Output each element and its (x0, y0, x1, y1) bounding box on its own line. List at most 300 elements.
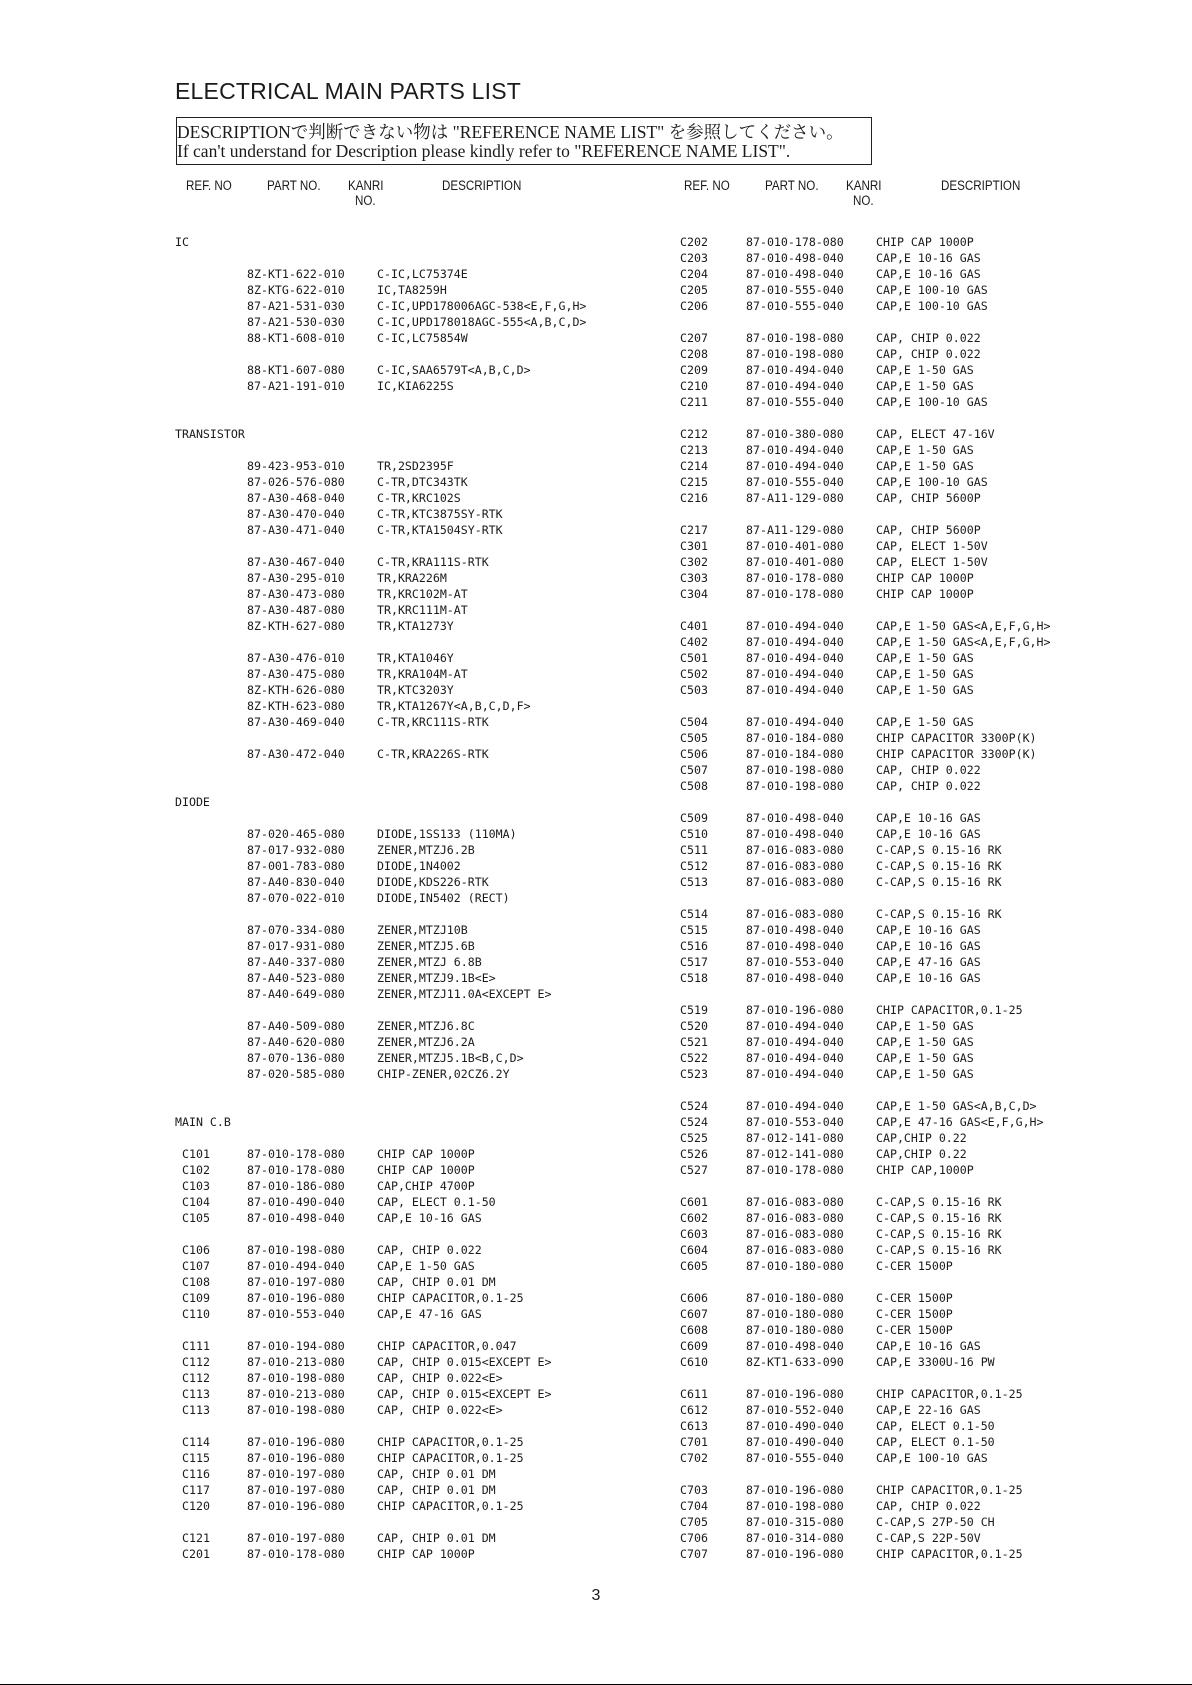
ref-no: C205 (680, 283, 708, 297)
description: CAP, ELECT 47-16V (876, 427, 995, 441)
part-no: 87-010-196-080 (746, 1483, 844, 1497)
part-row (680, 1514, 1192, 1530)
part-row (680, 1098, 1192, 1114)
description: CAP,E 47-16 GAS (377, 1307, 482, 1321)
ref-no: C112 (182, 1355, 210, 1369)
part-no: 87-010-498-040 (746, 267, 844, 281)
ref-no: C603 (680, 1227, 708, 1241)
row-spacer (680, 1274, 1192, 1290)
ref-no: C210 (680, 379, 708, 393)
description: CAP, ELECT 1-50V (876, 555, 988, 569)
description: ZENER,MTZJ6.2B (377, 843, 475, 857)
part-no: 87-010-494-040 (247, 1259, 345, 1273)
ref-no: C512 (680, 859, 708, 873)
part-no: 87-A30-473-080 (247, 587, 345, 601)
part-no: 87-010-178-080 (746, 1163, 844, 1177)
description: CAP,E 22-16 GAS (876, 1403, 981, 1417)
part-no: 87-A40-649-080 (247, 987, 345, 1001)
part-row (680, 842, 1192, 858)
part-no: 87-016-083-080 (746, 875, 844, 889)
description: C-CER 1500P (876, 1307, 953, 1321)
part-row (680, 666, 1192, 682)
row-spacer (680, 1466, 1192, 1482)
part-row (680, 1530, 1192, 1546)
part-no: 87-010-196-080 (746, 1003, 844, 1017)
part-no: 87-010-197-080 (247, 1531, 345, 1545)
part-row (680, 1002, 1192, 1018)
part-no: 87-010-498-040 (746, 811, 844, 825)
ref-no: C702 (680, 1451, 708, 1465)
part-row (680, 1498, 1192, 1514)
ref-no: C524 (680, 1115, 708, 1129)
part-no: 87-010-553-040 (746, 955, 844, 969)
description: CAP, CHIP 0.022 (876, 331, 981, 345)
row-spacer (680, 1370, 1192, 1386)
description: CAP,E 10-16 GAS (876, 251, 981, 265)
part-row (680, 1242, 1192, 1258)
part-row (175, 1050, 695, 1066)
part-row (175, 474, 695, 490)
description: CAP,E 1-50 GAS (876, 459, 974, 473)
row-spacer (175, 730, 695, 746)
ref-no: C517 (680, 955, 708, 969)
description: CHIP CAPACITOR,0.047 (377, 1339, 517, 1353)
part-no: 87-010-197-080 (247, 1275, 345, 1289)
description: C-IC,LC75374E (377, 267, 468, 281)
part-no: 87-010-198-080 (247, 1403, 345, 1417)
notice-line-japanese: DESCRIPTIONで判断できない物は "REFERENCE NAME LIST" を参照してください。 (177, 122, 844, 142)
ref-no: C115 (182, 1451, 210, 1465)
part-row (680, 458, 1192, 474)
part-no: 87-012-141-080 (746, 1147, 844, 1161)
part-no: 87-A30-468-040 (247, 491, 345, 505)
ref-no: C111 (182, 1339, 210, 1353)
part-row (175, 1194, 695, 1210)
part-no: 87-010-184-080 (746, 747, 844, 761)
part-row (680, 970, 1192, 986)
part-row (175, 1370, 695, 1386)
description: IC,KIA6225S (377, 379, 454, 393)
part-row (680, 394, 1192, 410)
ref-no: C504 (680, 715, 708, 729)
description: CAP,E 3300U-16 PW (876, 1355, 995, 1369)
part-no: 87-010-494-040 (746, 651, 844, 665)
part-row (680, 1146, 1192, 1162)
part-no: 8Z-KTH-623-080 (247, 699, 345, 713)
part-row (175, 586, 695, 602)
ref-no: C523 (680, 1067, 708, 1081)
description: TR,KRA104M-AT (377, 667, 468, 681)
part-row (680, 1402, 1192, 1418)
part-row (175, 1162, 695, 1178)
header-description: DESCRIPTION (941, 178, 1021, 193)
ref-no: C606 (680, 1291, 708, 1305)
part-no: 87-010-197-080 (247, 1467, 345, 1481)
header-ref-no: REF. NO (186, 178, 232, 193)
part-no: 87-010-194-080 (247, 1339, 345, 1353)
ref-no: C510 (680, 827, 708, 841)
description: CAP,CHIP 0.22 (876, 1131, 967, 1145)
part-no: 87-A11-129-080 (746, 491, 844, 505)
ref-no: C121 (182, 1531, 210, 1545)
part-row (680, 906, 1192, 922)
part-no: 87-010-494-040 (746, 667, 844, 681)
part-row (680, 922, 1192, 938)
description: CHIP CAPACITOR,0.1-25 (876, 1387, 1023, 1401)
part-no: 87-010-213-080 (247, 1387, 345, 1401)
part-no: 87-010-555-040 (746, 475, 844, 489)
part-no: 87-A40-830-040 (247, 875, 345, 889)
part-row (680, 1226, 1192, 1242)
description: C-CAP,S 0.15-16 RK (876, 1227, 1002, 1241)
part-no: 87-A30-295-010 (247, 571, 345, 585)
ref-no: C301 (680, 539, 708, 553)
part-no: 87-017-931-080 (247, 939, 345, 953)
description: CAP,E 100-10 GAS (876, 1451, 988, 1465)
ref-no: C117 (182, 1483, 210, 1497)
description: CAP,E 47-16 GAS<E,F,G,H> (876, 1115, 1044, 1129)
part-no: 87-010-196-080 (746, 1387, 844, 1401)
part-no: 87-010-494-040 (746, 619, 844, 633)
section-heading (175, 794, 695, 810)
part-no: 87-A30-467-040 (247, 555, 345, 569)
part-no: 87-010-196-080 (746, 1547, 844, 1561)
part-no: 87-A40-337-080 (247, 955, 345, 969)
part-no: 87-010-180-080 (746, 1323, 844, 1337)
description: C-CAP,S 27P-50 CH (876, 1515, 995, 1529)
part-no: 87-A30-469-040 (247, 715, 345, 729)
header-kanri-no: NO. (355, 193, 376, 208)
ref-no: C302 (680, 555, 708, 569)
part-no: 87-010-178-080 (746, 587, 844, 601)
description: CAP, CHIP 0.015<EXCEPT E> (377, 1387, 552, 1401)
description: CAP, CHIP 0.01 DM (377, 1483, 496, 1497)
ref-no: C112 (182, 1371, 210, 1385)
description: CAP, CHIP 5600P (876, 491, 981, 505)
part-row (680, 1114, 1192, 1130)
description: CAP,E 10-16 GAS (876, 923, 981, 937)
description: CAP,E 1-50 GAS (876, 443, 974, 457)
description: CAP,E 100-10 GAS (876, 395, 988, 409)
part-row (680, 346, 1192, 362)
part-row (680, 826, 1192, 842)
description: IC,TA8259H (377, 283, 447, 297)
ref-no: C701 (680, 1435, 708, 1449)
row-spacer (175, 218, 695, 234)
description: CAP,E 1-50 GAS (876, 715, 974, 729)
part-row (680, 1034, 1192, 1050)
ref-no: C519 (680, 1003, 708, 1017)
part-row (175, 1034, 695, 1050)
description: CHIP CAPACITOR,0.1-25 (377, 1435, 524, 1449)
parts-column-left (175, 176, 695, 1562)
part-no: 87-010-197-080 (247, 1483, 345, 1497)
part-row (680, 1322, 1192, 1338)
ref-no: C103 (182, 1179, 210, 1193)
description: CAP,E 100-10 GAS (876, 283, 988, 297)
row-spacer (680, 1178, 1192, 1194)
row-spacer (680, 1082, 1192, 1098)
description: C-TR,KRC111S-RTK (377, 715, 489, 729)
row-spacer (680, 986, 1192, 1002)
description: CAP,E 1-50 GAS (876, 651, 974, 665)
ref-no: C514 (680, 907, 708, 921)
row-spacer (175, 1418, 695, 1434)
part-no: 87-010-494-040 (746, 683, 844, 697)
part-row (175, 1546, 695, 1562)
description: CAP,E 1-50 GAS (876, 379, 974, 393)
ref-no: C513 (680, 875, 708, 889)
part-no: 87-010-494-040 (746, 1099, 844, 1113)
ref-no: C203 (680, 251, 708, 265)
section-heading (175, 1114, 695, 1130)
part-row (175, 490, 695, 506)
ref-no: C120 (182, 1499, 210, 1513)
part-row (680, 554, 1192, 570)
header-ref-no: REF. NO (684, 178, 730, 193)
description: CHIP CAPACITOR,0.1-25 (876, 1547, 1023, 1561)
description: CHIP CAPACITOR,0.1-25 (377, 1499, 524, 1513)
part-row (175, 714, 695, 730)
section-heading (175, 234, 695, 250)
ref-no: C113 (182, 1387, 210, 1401)
part-no: 87-070-136-080 (247, 1051, 345, 1065)
ref-no: C609 (680, 1339, 708, 1353)
header-kanri-no: NO. (853, 193, 874, 208)
part-row (175, 1210, 695, 1226)
part-no: 87-A30-472-040 (247, 747, 345, 761)
part-no: 87-A30-476-010 (247, 651, 345, 665)
part-row (680, 250, 1192, 266)
part-row (175, 1306, 695, 1322)
part-row (175, 602, 695, 618)
part-no: 87-001-783-080 (247, 859, 345, 873)
description: CAP,E 100-10 GAS (876, 299, 988, 313)
description: CAP,E 1-50 GAS (876, 1051, 974, 1065)
part-no: 87-012-141-080 (746, 1131, 844, 1145)
description: TR,KRA226M (377, 571, 447, 585)
part-no: 87-016-083-080 (746, 1211, 844, 1225)
description: C-CER 1500P (876, 1323, 953, 1337)
part-no: 87-010-494-040 (746, 1035, 844, 1049)
description: TR,KTC3203Y (377, 683, 454, 697)
part-row (175, 986, 695, 1002)
part-no: 87-010-196-080 (247, 1291, 345, 1305)
part-row (175, 1338, 695, 1354)
part-row (175, 1402, 695, 1418)
ref-no: C106 (182, 1243, 210, 1257)
ref-no: C527 (680, 1163, 708, 1177)
description: CAP, ELECT 1-50V (876, 539, 988, 553)
part-no: 87-010-178-080 (247, 1147, 345, 1161)
part-no: 8Z-KTG-622-010 (247, 283, 345, 297)
part-row (680, 1546, 1192, 1562)
ref-no: C612 (680, 1403, 708, 1417)
row-spacer (175, 250, 695, 266)
section-label: MAIN C.B (175, 1115, 231, 1129)
notice-line-english: If can't understand for Description please kindly refer to "REFERENCE NAME LIST". (177, 141, 791, 161)
ref-no: C212 (680, 427, 708, 441)
ref-no: C509 (680, 811, 708, 825)
description: DIODE,1SS133 (110MA) (377, 827, 517, 841)
ref-no: C401 (680, 619, 708, 633)
part-no: 87-A30-475-080 (247, 667, 345, 681)
ref-no: C607 (680, 1307, 708, 1321)
part-no: 87-010-490-040 (746, 1419, 844, 1433)
part-row (680, 1290, 1192, 1306)
ref-no: C213 (680, 443, 708, 457)
description: CAP,CHIP 4700P (377, 1179, 475, 1193)
part-row (680, 1450, 1192, 1466)
description: ZENER,MTZJ5.1B<B,C,D> (377, 1051, 524, 1065)
ref-no: C516 (680, 939, 708, 953)
part-row (680, 1210, 1192, 1226)
part-row (175, 954, 695, 970)
ref-no: C608 (680, 1323, 708, 1337)
ref-no: C705 (680, 1515, 708, 1529)
part-row (680, 634, 1192, 650)
description: CAP, ELECT 0.1-50 (876, 1435, 995, 1449)
row-spacer (175, 1514, 695, 1530)
part-row (680, 954, 1192, 970)
part-row (175, 1066, 695, 1082)
ref-no: C206 (680, 299, 708, 313)
part-row (680, 522, 1192, 538)
description: CHIP CAP 1000P (377, 1163, 475, 1177)
ref-no: C506 (680, 747, 708, 761)
part-no: 87-A30-471-040 (247, 523, 345, 537)
part-row (680, 1130, 1192, 1146)
part-no: 87-010-555-040 (746, 1451, 844, 1465)
ref-no: C704 (680, 1499, 708, 1513)
description: C-TR,KRA226S-RTK (377, 747, 489, 761)
ref-no: C216 (680, 491, 708, 505)
header-part-no: PART NO. (765, 178, 819, 193)
description: CAP,E 1-50 GAS (876, 363, 974, 377)
description: CAP,E 10-16 GAS (876, 939, 981, 953)
row-spacer (175, 1322, 695, 1338)
part-row (175, 826, 695, 842)
ref-no: C109 (182, 1291, 210, 1305)
part-row (175, 666, 695, 682)
description: CHIP CAPACITOR,0.1-25 (377, 1291, 524, 1305)
part-row (175, 1498, 695, 1514)
part-no: 87-010-552-040 (746, 1403, 844, 1417)
part-no: 87-010-494-040 (746, 635, 844, 649)
ref-no: C605 (680, 1259, 708, 1273)
part-no: 87-010-186-080 (247, 1179, 345, 1193)
row-spacer (175, 778, 695, 794)
part-no: 87-010-198-080 (746, 779, 844, 793)
part-row (175, 682, 695, 698)
part-no: 87-010-198-080 (746, 347, 844, 361)
part-row (680, 586, 1192, 602)
description: CHIP CAP 1000P (377, 1547, 475, 1561)
description: C-CAP,S 0.15-16 RK (876, 1243, 1002, 1257)
description: CHIP-ZENER,02CZ6.2Y (377, 1067, 510, 1081)
part-row (175, 1242, 695, 1258)
part-no: 87-A30-487-080 (247, 603, 345, 617)
part-row (680, 762, 1192, 778)
description: C-CAP,S 0.15-16 RK (876, 1211, 1002, 1225)
part-no: 87-010-494-040 (746, 1019, 844, 1033)
part-no: 87-010-498-040 (746, 251, 844, 265)
part-no: 87-010-490-040 (746, 1435, 844, 1449)
description: CAP,E 1-50 GAS (876, 683, 974, 697)
description: CAP, CHIP 5600P (876, 523, 981, 537)
description: ZENER,MTZJ5.6B (377, 939, 475, 953)
ref-no: C207 (680, 331, 708, 345)
row-spacer (680, 314, 1192, 330)
part-row (175, 1354, 695, 1370)
ref-no: C104 (182, 1195, 210, 1209)
description: C-IC,LC75854W (377, 331, 468, 345)
part-row (175, 970, 695, 986)
description: CAP,E 10-16 GAS (377, 1211, 482, 1225)
part-row (175, 1018, 695, 1034)
description: TR,KTA1273Y (377, 619, 454, 633)
part-no: 87-010-555-040 (746, 395, 844, 409)
part-row (680, 938, 1192, 954)
parts-rows-left (175, 218, 695, 1562)
part-no: 87-A21-531-030 (247, 299, 345, 313)
part-row (680, 714, 1192, 730)
part-no: 87-010-198-080 (247, 1371, 345, 1385)
part-no: 87-016-083-080 (746, 1243, 844, 1257)
ref-no: C114 (182, 1435, 210, 1449)
part-row (175, 298, 695, 314)
part-no: 87-010-553-040 (247, 1307, 345, 1321)
description: C-IC,SAA6579T<A,B,C,D> (377, 363, 531, 377)
description: C-TR,KTA1504SY-RTK (377, 523, 503, 537)
description: C-IC,UPD178018AGC-555<A,B,C,D> (377, 315, 587, 329)
ref-no: C611 (680, 1387, 708, 1401)
part-no: 87-010-196-080 (247, 1451, 345, 1465)
part-row (680, 1194, 1192, 1210)
section-label: IC (175, 235, 189, 249)
ref-no: C703 (680, 1483, 708, 1497)
ref-no: C110 (182, 1307, 210, 1321)
part-no: 87-010-494-040 (746, 1051, 844, 1065)
part-no: 8Z-KT1-633-090 (746, 1355, 844, 1369)
part-row (680, 858, 1192, 874)
part-row (175, 1530, 695, 1546)
description: CAP,E 10-16 GAS (876, 811, 981, 825)
part-row (680, 618, 1192, 634)
part-row (680, 1162, 1192, 1178)
description: CAP, CHIP 0.022 (876, 779, 981, 793)
part-row (680, 234, 1192, 250)
header-kanri: KANRI (846, 178, 882, 193)
description: CAP, CHIP 0.022 (377, 1243, 482, 1257)
part-row (175, 314, 695, 330)
description: TR,KRC102M-AT (377, 587, 468, 601)
description: CAP,E 1-50 GAS<A,E,F,G,H> (876, 635, 1051, 649)
part-row (175, 458, 695, 474)
ref-no: C204 (680, 267, 708, 281)
column-header-left (175, 176, 695, 218)
part-row (680, 1338, 1192, 1354)
part-row (175, 282, 695, 298)
description: C-IC,UPD178006AGC-538<E,F,G,H> (377, 299, 587, 313)
ref-no: C518 (680, 971, 708, 985)
part-no: 88-KT1-608-010 (247, 331, 345, 345)
part-no: 87-010-401-080 (746, 555, 844, 569)
ref-no: C303 (680, 571, 708, 585)
part-row (680, 1354, 1192, 1370)
row-spacer (175, 346, 695, 362)
page-title: ELECTRICAL MAIN PARTS LIST (175, 78, 522, 104)
